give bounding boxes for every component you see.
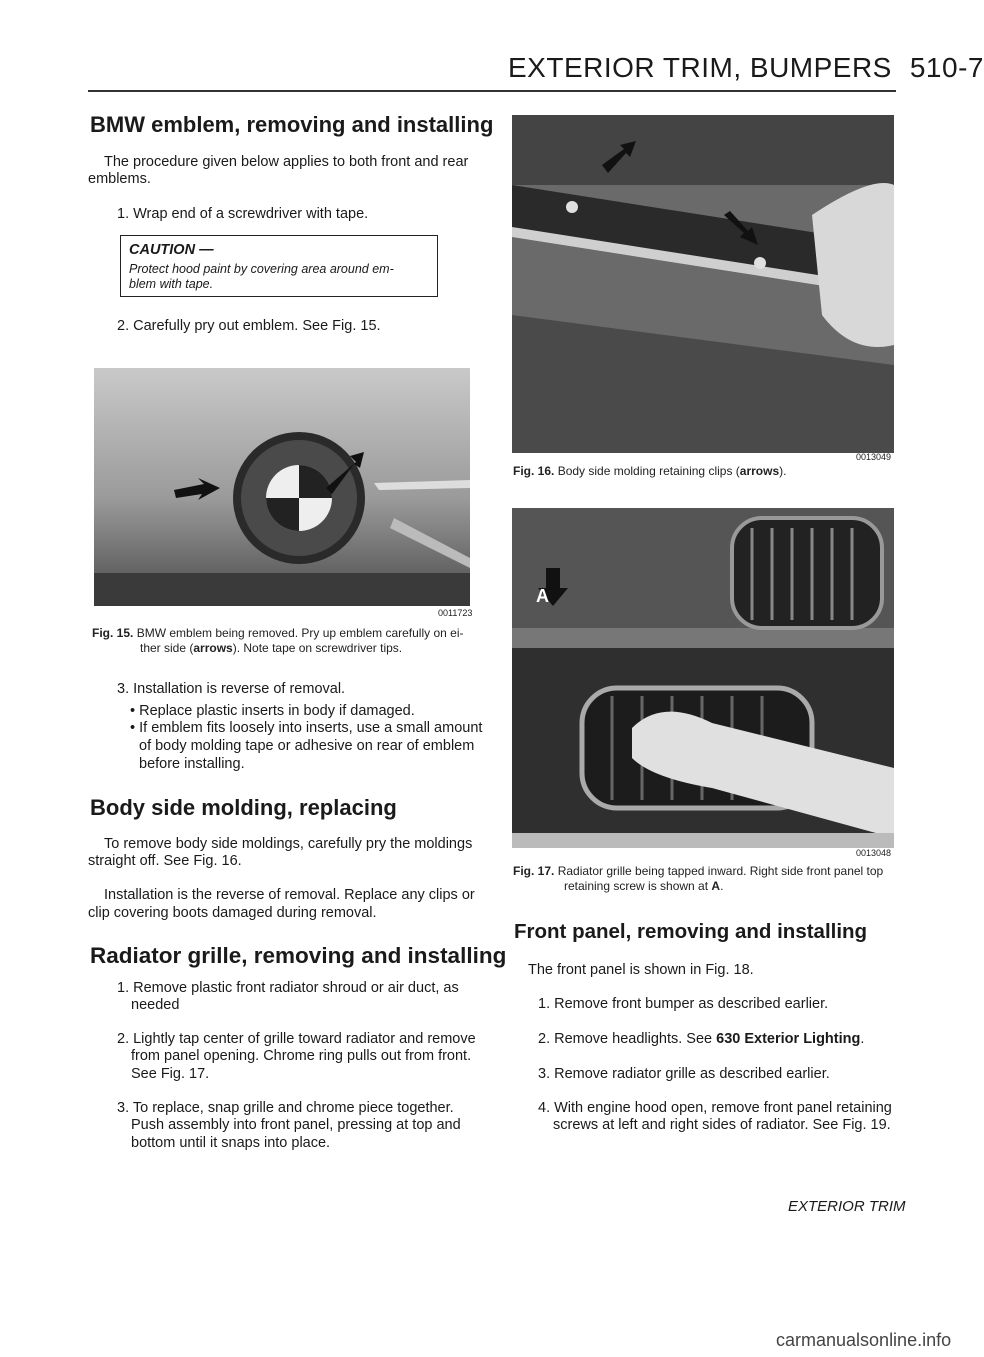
bullet-1: • Replace plastic inserts in body if damaged. — [130, 703, 415, 719]
fig17-caption-text2b: . — [720, 879, 724, 893]
front-step-2-text: 2. Remove headlights. See — [538, 1031, 717, 1047]
fig15-caption-text2a: ther side ( — [140, 641, 194, 655]
fig17-number: 0013048 — [856, 848, 892, 858]
fig16-number: 0013049 — [856, 452, 892, 462]
footer-section-title: EXTERIOR TRIM — [788, 1198, 906, 1215]
caution-body-line1: Protect hood paint by covering area around em- — [129, 262, 394, 276]
fig16-caption — [513, 464, 786, 479]
grille-step3-line1: 3. To replace, snap grille and chrome piece together. — [117, 1100, 454, 1116]
grille-step2-line1: 2. Lightly tap center of grille toward radiator and remove — [117, 1031, 476, 1047]
front-step-4-line2: screws at left and right sides of radiator. See Fig. 19. — [553, 1117, 891, 1133]
header-title: EXTERIOR TRIM, BUMPERS — [508, 52, 892, 83]
fig15-number: 0011723 — [438, 608, 473, 618]
fig15-caption-line2 — [140, 641, 402, 656]
grille-step2-line3: See Fig. 17. — [131, 1066, 210, 1082]
bullet-2-line1: • If emblem fits loosely into inserts, use a small amount — [130, 720, 483, 736]
front-step-2 — [538, 1030, 864, 1048]
front-step-3: 3. Remove radiator grille as described earlier. — [538, 1066, 830, 1082]
page-number: 510-7 — [909, 52, 984, 83]
heading-front-panel: Front panel, removing and installing — [514, 920, 868, 943]
heading-body-side-molding: Body side molding, replacing — [90, 795, 397, 820]
emblem-intro-line1: The procedure given below applies to both front and rear — [104, 154, 469, 170]
fig16-label: Fig. 16. — [513, 464, 555, 478]
running-header — [508, 52, 984, 84]
fig16-illustration — [512, 115, 894, 453]
molding-line2: straight off. See Fig. 16. — [88, 853, 242, 869]
molding-line1: To remove body side moldings, carefully pry the moldings — [104, 836, 473, 852]
fig15-illustration — [94, 368, 470, 606]
fig17-marker-a: A — [536, 586, 549, 606]
step-1: 1. Wrap end of a screwdriver with tape. — [117, 206, 369, 222]
bullet-2-line2: of body molding tape or adhesive on rear of emblem — [139, 738, 475, 754]
header-rule — [88, 90, 896, 92]
molding-line3: Installation is the reverse of removal. Replace any clips or — [104, 887, 475, 903]
fig15-caption-text1: BMW emblem being removed. Pry up emblem carefully on ei- — [136, 626, 464, 640]
heading-radiator-grille: Radiator grille, removing and installing — [90, 943, 507, 968]
front-intro: The front panel is shown in Fig. 18. — [528, 962, 754, 978]
fig15-caption-line1 — [92, 626, 463, 641]
fig16-photo — [512, 115, 894, 453]
front-step-2-end: . — [860, 1031, 865, 1047]
grille-step1-line1: 1. Remove plastic front radiator shroud or air duct, as — [117, 980, 459, 996]
step-3: 3. Installation is reverse of removal. — [117, 681, 346, 697]
fig15-caption-text2b: ). Note tape on screwdriver tips. — [232, 641, 403, 655]
fig15-photo — [94, 368, 470, 606]
step-2: 2. Carefully pry out emblem. See Fig. 15. — [117, 318, 381, 334]
fig17-caption-text2a: retaining screw is shown at — [564, 879, 712, 893]
caution-title: CAUTION — — [129, 242, 214, 258]
fig17-caption-text1: Radiator grille being tapped inward. Right side front panel top — [557, 864, 884, 878]
grille-step1-line2: needed — [131, 997, 180, 1013]
emblem-intro-line2: emblems. — [88, 171, 151, 187]
fig17-label: Fig. 17. — [513, 864, 555, 878]
bullet-2-line3: before installing. — [139, 756, 245, 772]
fig17-illustration — [512, 508, 894, 848]
fig16-caption-bold: arrows — [739, 464, 780, 478]
fig17-photo — [512, 508, 894, 848]
fig16-caption-text-a: Body side molding retaining clips ( — [557, 464, 740, 478]
fig15-caption-bold: arrows — [193, 641, 233, 655]
grille-step2-line2: from panel opening. Chrome ring pulls out from front. — [131, 1048, 472, 1064]
caution-body-line2: blem with tape. — [129, 277, 214, 291]
caution-box — [120, 235, 438, 297]
fig16-caption-text-b: ). — [779, 464, 787, 478]
heading-bmw-emblem: BMW emblem, removing and installing — [90, 112, 494, 137]
fig17-caption-line1 — [513, 864, 883, 879]
source-watermark: carmanualsonline.info — [776, 1330, 952, 1350]
grille-step3-line2: Push assembly into front panel, pressing at top and — [131, 1117, 461, 1133]
grille-step3-line3: bottom until it snaps into place. — [131, 1135, 331, 1151]
front-step-4-line1: 4. With engine hood open, remove front panel retaining — [538, 1100, 892, 1116]
fig15-label: Fig. 15. — [92, 626, 134, 640]
front-step-1: 1. Remove front bumper as described earlier. — [538, 996, 829, 1012]
fig17-caption-line2 — [564, 879, 723, 894]
fig17-caption-bold: A — [711, 879, 721, 893]
molding-line4: clip covering boots damaged during removal. — [88, 905, 377, 921]
front-step-2-ref: 630 Exterior Lighting — [716, 1031, 861, 1047]
